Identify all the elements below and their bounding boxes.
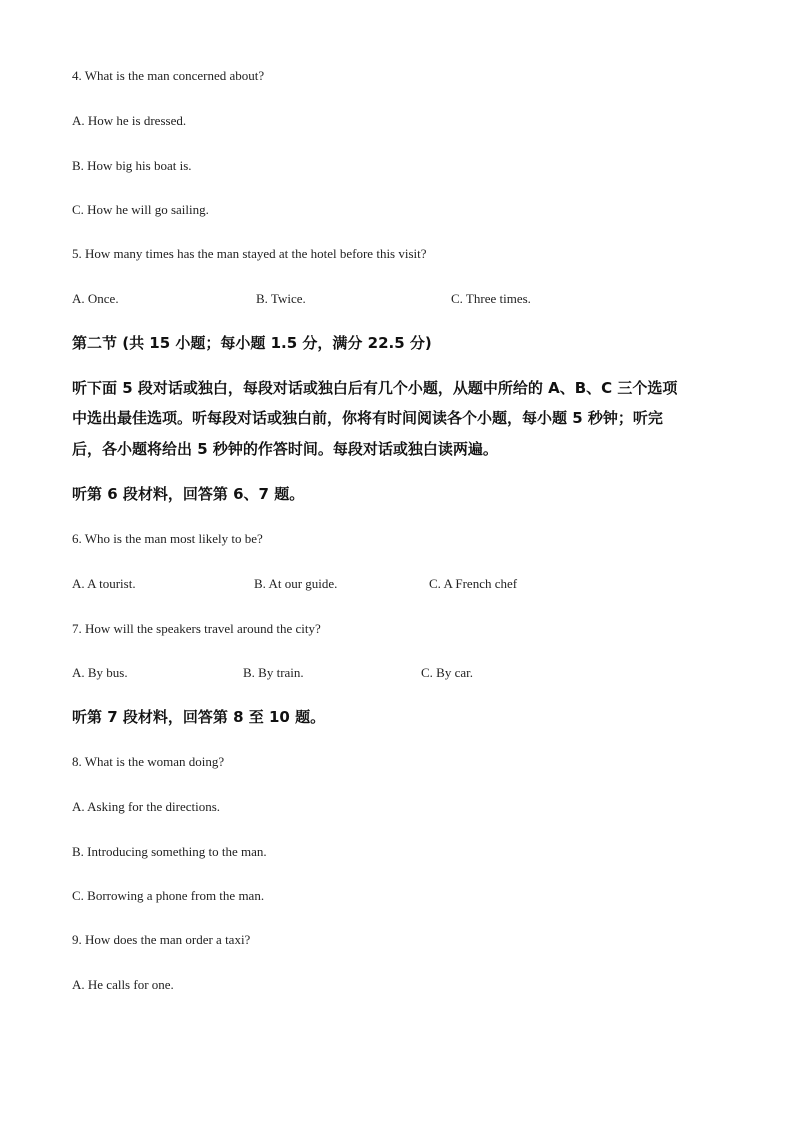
q5-option-c: C. Three times. xyxy=(451,291,531,306)
q8-option-a: A. Asking for the directions. xyxy=(72,799,221,814)
q8-option-b: B. Introducing something to the man. xyxy=(72,844,267,859)
material-6-heading: 听第 6 段材料，回答第 6、7 题。 xyxy=(72,485,305,503)
question-7: 7. How will the speakers travel around the city? xyxy=(72,621,321,636)
q7-option-a: A. By bus. xyxy=(72,665,128,680)
q7-option-c: C. By car. xyxy=(421,665,473,680)
question-5: 5. How many times has the man stayed at the hotel before this visit? xyxy=(72,246,427,261)
q8-option-c: C. Borrowing a phone from the man. xyxy=(72,888,265,903)
section-2-heading: 第二节 (共 15 小题；每小题 1.5 分，满分 22.5 分) xyxy=(72,334,432,352)
question-4: 4. What is the man concerned about? xyxy=(72,68,265,83)
q6-option-b: B. At our guide. xyxy=(254,576,338,591)
material-7-heading: 听第 7 段材料，回答第 8 至 10 题。 xyxy=(72,708,326,726)
q5-option-b: B. Twice. xyxy=(256,291,306,306)
q4-option-c: C. How he will go sailing. xyxy=(72,202,209,217)
q4-option-a: A. How he is dressed. xyxy=(72,113,187,128)
section-2-instructions-line-1: 听下面 5 段对话或独白，每段对话或独白后有几个小题，从题中所给的 A、B、C 三个选项 xyxy=(72,379,678,397)
question-6: 6. Who is the man most likely to be? xyxy=(72,531,263,546)
q6-option-a: A. A tourist. xyxy=(72,576,136,591)
q4-option-b: B. How big his boat is. xyxy=(72,158,192,173)
section-2-instructions-line-3: 后，各小题将给出 5 秒钟的作答时间。每段对话或独白读两遍。 xyxy=(72,440,498,458)
q5-option-a: A. Once. xyxy=(72,291,119,306)
question-9: 9. How does the man order a taxi? xyxy=(72,932,251,947)
q7-option-b: B. By train. xyxy=(243,665,304,680)
q9-option-a: A. He calls for one. xyxy=(72,977,174,992)
question-8: 8. What is the woman doing? xyxy=(72,754,225,769)
q6-option-c: C. A French chef xyxy=(429,576,518,591)
section-2-instructions-line-2: 中选出最佳选项。听每段对话或独白前，你将有时间阅读各个小题，每小题 5 秒钟；听完 xyxy=(72,409,663,427)
